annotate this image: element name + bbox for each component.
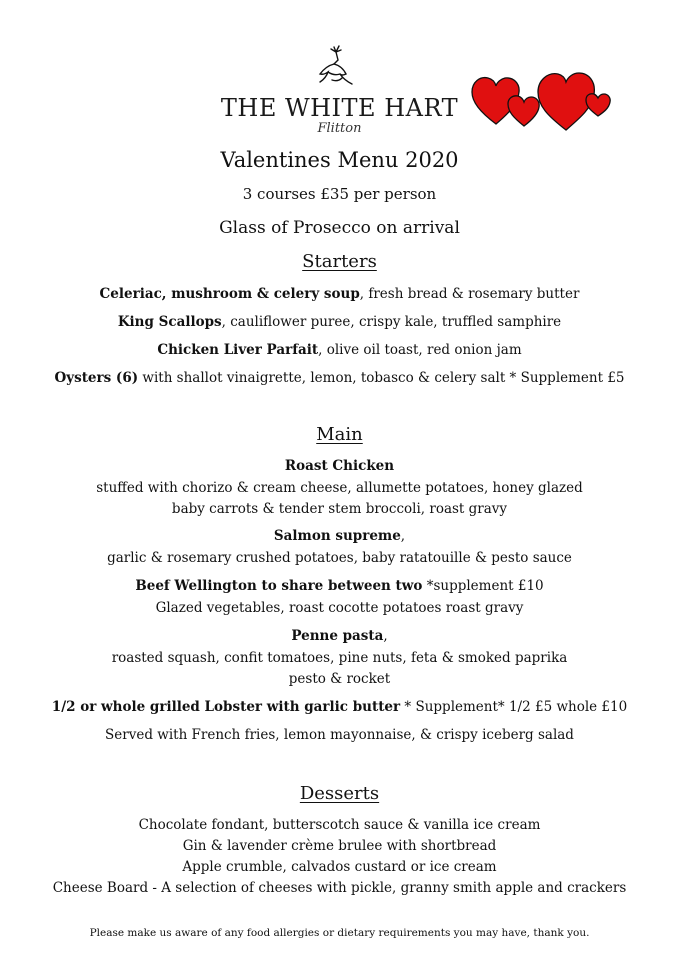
main-item-name [0,628,679,644]
dish-name: Beef Wellington to share between two [135,578,423,594]
starter-name: Oysters (6) [54,370,139,386]
dessert-item: Apple crumble, calvados custard or ice cream [182,859,497,875]
price-line: 3 courses £35 per person [242,185,437,203]
dish-name: Salmon supreme [273,528,401,544]
dish-suffix: * Supplement* 1/2 £5 whole £10 [400,699,628,715]
desserts-heading: Desserts [299,783,380,804]
main-item-desc: roasted squash, confit tomatoes, pine nuts, feta & smoked paprika [111,650,568,666]
dessert-item: Gin & lavender crème brulee with shortbread [182,838,497,854]
starter-desc: , fresh bread & rosemary butter [359,286,580,302]
allergy-note: Please make us aware of any food allergies or dietary requirements you may have, thank you. [89,927,590,939]
starter-item [0,342,679,358]
dessert-item: Cheese Board - A selection of cheeses with pickle, granny smith apple and crackers [52,880,627,896]
dish-name: Roast Chicken [284,458,395,474]
brand-place: Flitton [317,121,362,136]
main-item-desc: stuffed with chorizo & cream cheese, allumette potatoes, honey glazed [96,480,583,496]
brand-name: THE WHITE HART [220,94,459,122]
starters-heading: Starters [302,251,377,272]
dish-suffix: , [383,628,388,644]
main-item-desc: Glazed vegetables, roast cocotte potatoes roast gravy [155,600,524,616]
main-item-name [0,699,679,715]
starter-name: Celeriac, mushroom & celery soup [99,286,360,302]
menu-title: Valentines Menu 2020 [220,148,459,172]
dish-name: Penne pasta [291,628,384,644]
main-item-name [0,578,679,594]
dish-suffix: *supplement £10 [422,578,544,594]
main-heading: Main [316,424,363,445]
dish-name: 1/2 or whole grilled Lobster with garlic butter [51,699,401,715]
main-item-desc: pesto & rocket [288,671,391,687]
starter-desc: , cauliflower puree, crispy kale, truffled samphire [221,314,562,330]
starter-name: Chicken Liver Parfait [157,342,319,358]
main-item-desc: baby carrots & tender stem broccoli, roast gravy [171,501,508,517]
arrival-line: Glass of Prosecco on arrival [219,218,460,238]
main-item-desc: garlic & rosemary crushed potatoes, baby ratatouille & pesto sauce [107,550,572,566]
starter-desc: , olive oil toast, red onion jam [318,342,522,358]
main-item-desc: Served with French fries, lemon mayonnaise, & crispy iceberg salad [105,727,574,743]
stag-icon [312,44,360,92]
starter-item [0,286,679,302]
starter-name: King Scallops [117,314,222,330]
starter-desc: with shallot vinaigrette, lemon, tobasco & celery salt * Supplement £5 [138,370,625,386]
starter-item [0,314,679,330]
dish-suffix: , [400,528,406,544]
starter-item [0,370,679,386]
main-item-name [0,528,679,544]
dessert-item: Chocolate fondant, butterscotch sauce & vanilla ice cream [138,817,541,833]
main-item-name [0,458,679,474]
